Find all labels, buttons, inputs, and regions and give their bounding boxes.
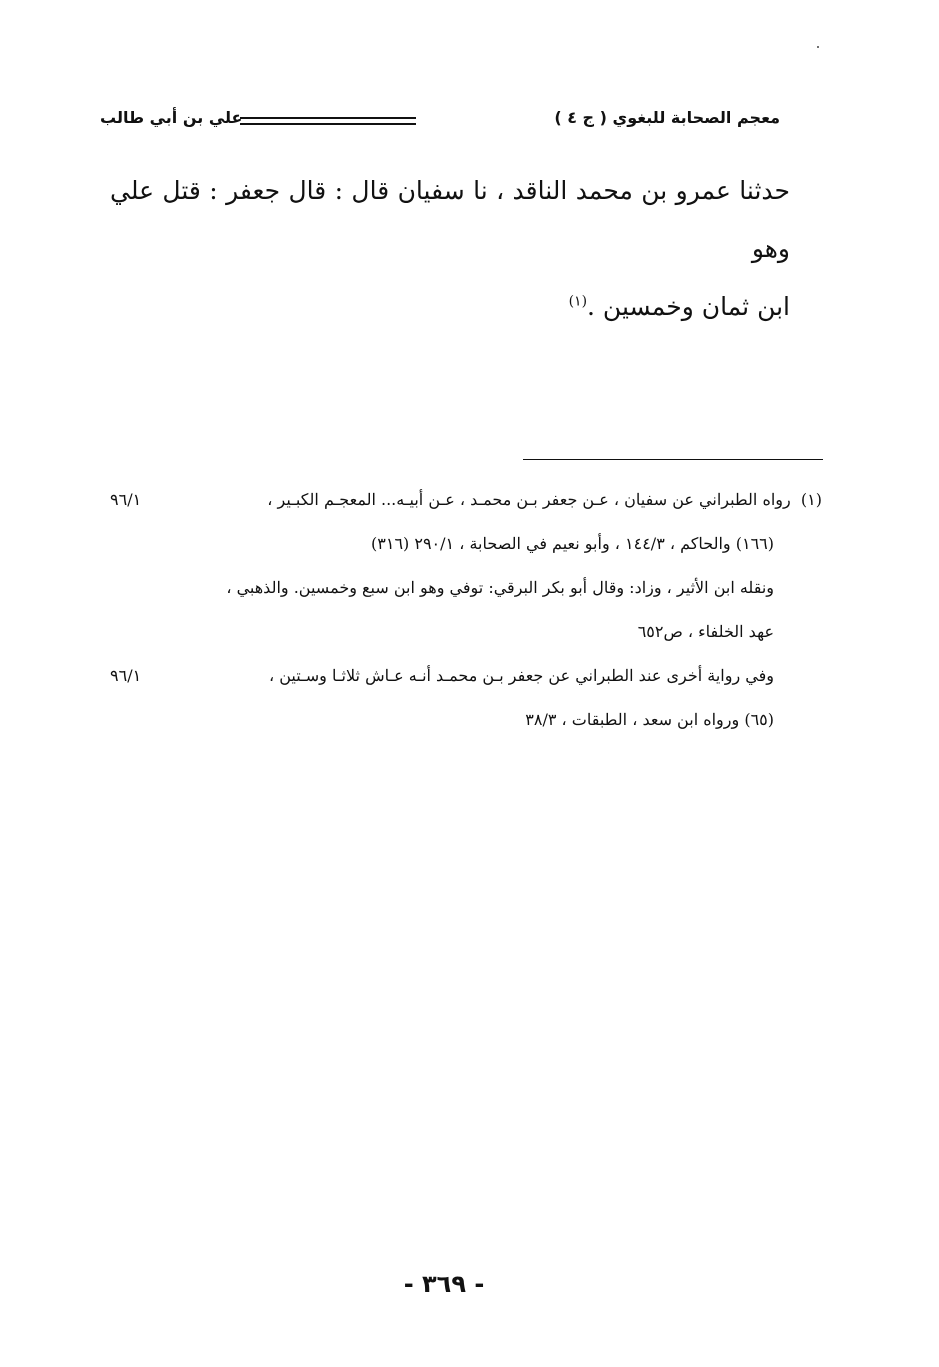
footnote-separator xyxy=(523,459,823,460)
main-text xyxy=(110,162,790,336)
header-chapter-title: علي بن أبي طالب xyxy=(100,108,243,127)
footnote-line xyxy=(110,566,822,610)
footnote-text: (٦٥) ورواه ابن سعد ، الطبقات ، ٣٨/٣ xyxy=(525,710,774,729)
header-rule xyxy=(240,117,416,125)
footnote-reference-value: ٩٦/١ xyxy=(110,490,142,509)
footnote-line xyxy=(110,698,822,742)
footnote-reference-value: ٩٦/١ xyxy=(110,666,142,685)
header-book-title: معجم الصحابة للبغوي ( ج ٤ ) xyxy=(554,108,780,127)
footnote-line xyxy=(110,654,822,698)
footnote-line-content xyxy=(267,478,822,522)
footnote-reference: (١) xyxy=(568,293,588,310)
main-text-line-2-text: ابن ثمان وخمسين . xyxy=(587,292,790,321)
running-header xyxy=(100,100,780,140)
footnote-line xyxy=(110,478,822,522)
footnote-text: (١٦٦) والحاكم ، ١٤٤/٣ ، وأبو نعيم في الصحابة ، ٢٩٠/١ (٣١٦) xyxy=(371,534,774,553)
scan-speck xyxy=(817,46,819,48)
page-number: - ٣٦٩ - xyxy=(403,1270,485,1298)
footnote-line xyxy=(110,522,822,566)
footnote-line xyxy=(110,610,822,654)
footnote-text: رواه الطبراني عن سفيان ، عـن جعفر بـن محمـد ، عـن أبيـه... المعجـم الكبـير ، xyxy=(267,490,791,509)
footnote-number: (١) xyxy=(800,490,822,509)
footnote-text: وفي رواية أخرى عند الطبراني عن جعفر بـن محمـد أنـه عـاش ثلاثـا وسـتين ، xyxy=(268,666,774,685)
footnotes xyxy=(110,478,822,742)
footnote-text: عهد الخلفاء ، ص٦٥٢ xyxy=(637,622,774,641)
footnote-text: ونقله ابن الأثير ، وزاد: وقال أبو بكر البرقي: توفي وهو ابن سبع وخمسين. والذهبي ، xyxy=(226,578,774,597)
main-text-line-2 xyxy=(110,278,790,336)
main-text-line-1: حدثنا عمرو بن محمد الناقد ، نا سفيان قال : قال جعفر : قتل علي وهو xyxy=(110,176,790,263)
